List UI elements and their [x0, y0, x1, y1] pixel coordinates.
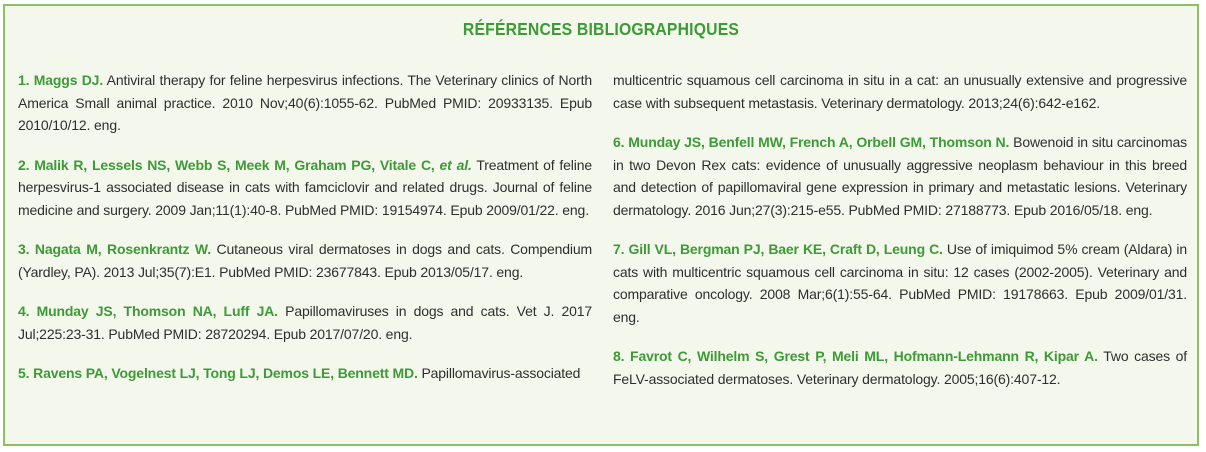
reference-authors: 5. Ravens PA, Vogelnest LJ, Tong LJ, Demos LE, Bennett MD. [18, 365, 418, 381]
reference-5 [18, 362, 592, 385]
reference-authors: 4. Munday JS, Thomson NA, Luff JA. [18, 303, 278, 319]
reference-text: Use of imiquimod 5% cream (Aldara) in cats with multicentric squamous cell carcinoma in situ: 12 cases (2002-2005). Veterinary and comparative oncology. 2008 Mar;6(1):55-64. PubMed PMID: 19178663. Epub 2009/01/31. eng. [613, 241, 1187, 325]
reference-7 [613, 238, 1187, 328]
reference-4 [18, 300, 592, 345]
reference-authors: 1. Maggs DJ. [18, 72, 104, 88]
right-column [613, 69, 1187, 407]
reference-text: Papillomaviruses in dogs and cats. Vet J. 2017 Jul;225:23-31. PubMed PMID: 28720294. Epub 2017/07/20. eng. [18, 303, 593, 342]
reference-3 [18, 238, 592, 283]
reference-text: Bowenoid in situ carcinomas in two Devon Rex cats: evidence of unusually aggressive neoplasm behaviour in this breed and detection of papillomaviral gene expression in primary and metastatic lesions. Veterinary dermatology. 2016 Jun;27(3):215-e55. PubMed PMID: 27188773. Epub 2016/05/18. eng. [613, 134, 1187, 218]
section-title: RÉFÉRENCES BIBLIOGRAPHIQUES [462, 19, 740, 39]
reference-text: Cutaneous viral dermatoses in dogs and cats. Compendium (Yardley, PA). 2013 Jul;35(7):E1. PubMed PMID: 23677843. Epub 2013/05/17. eng. [18, 241, 592, 280]
reference-authors: 2. Malik R, Lessels NS, Webb S, Meek M, Graham PG, Vitale C, [18, 156, 440, 173]
left-column [18, 69, 592, 402]
reference-authors: 8. Favrot C, Wilhelm S, Grest P, Meli ML, Hofmann-Lehmann R, Kipar A. [613, 348, 1098, 364]
reference-5-continuation: multicentric squamous cell carcinoma in situ in a cat: an unusually extensive and progressive case with subsequent metastasis. Veterinary dermatology. 2013;24(6):642-e162. [613, 72, 1187, 111]
reference-text: Treatment of feline herpesvirus-1 associated disease in cats with famciclovir and related drugs. Journal of feline medicine and surgery. 2009 Jan;11(1):40-8. PubMed PMID: 19154974. Epub 2009/01/22. eng. [18, 156, 592, 218]
reference-text: Antiviral therapy for feline herpesvirus infections. The Veterinary clinics of North America Small animal practice. 2010 Nov;40(6):1055-62. PubMed PMID: 20933135. Epub 2010/10/12. eng. [18, 72, 592, 133]
reference-1 [18, 69, 592, 137]
reference-etal: et al. [439, 156, 472, 173]
reference-authors: 6. Munday JS, Benfell MW, French A, Orbell GM, Thomson N. [613, 134, 1010, 150]
reference-text: Papillomavirus-associated [417, 365, 581, 381]
reference-text: Two cases of FeLV-associated dermatoses. Veterinary dermatology. 2005;16(6):407-12. [613, 348, 1187, 387]
reference-authors: 7. Gill VL, Bergman PJ, Baer KE, Craft D, Leung C. [613, 241, 943, 257]
reference-8 [613, 345, 1187, 390]
reference-6 [613, 131, 1187, 221]
reference-authors: 3. Nagata M, Rosenkrantz W. [18, 241, 211, 257]
reference-2 [18, 154, 592, 222]
references-box [3, 4, 1199, 446]
